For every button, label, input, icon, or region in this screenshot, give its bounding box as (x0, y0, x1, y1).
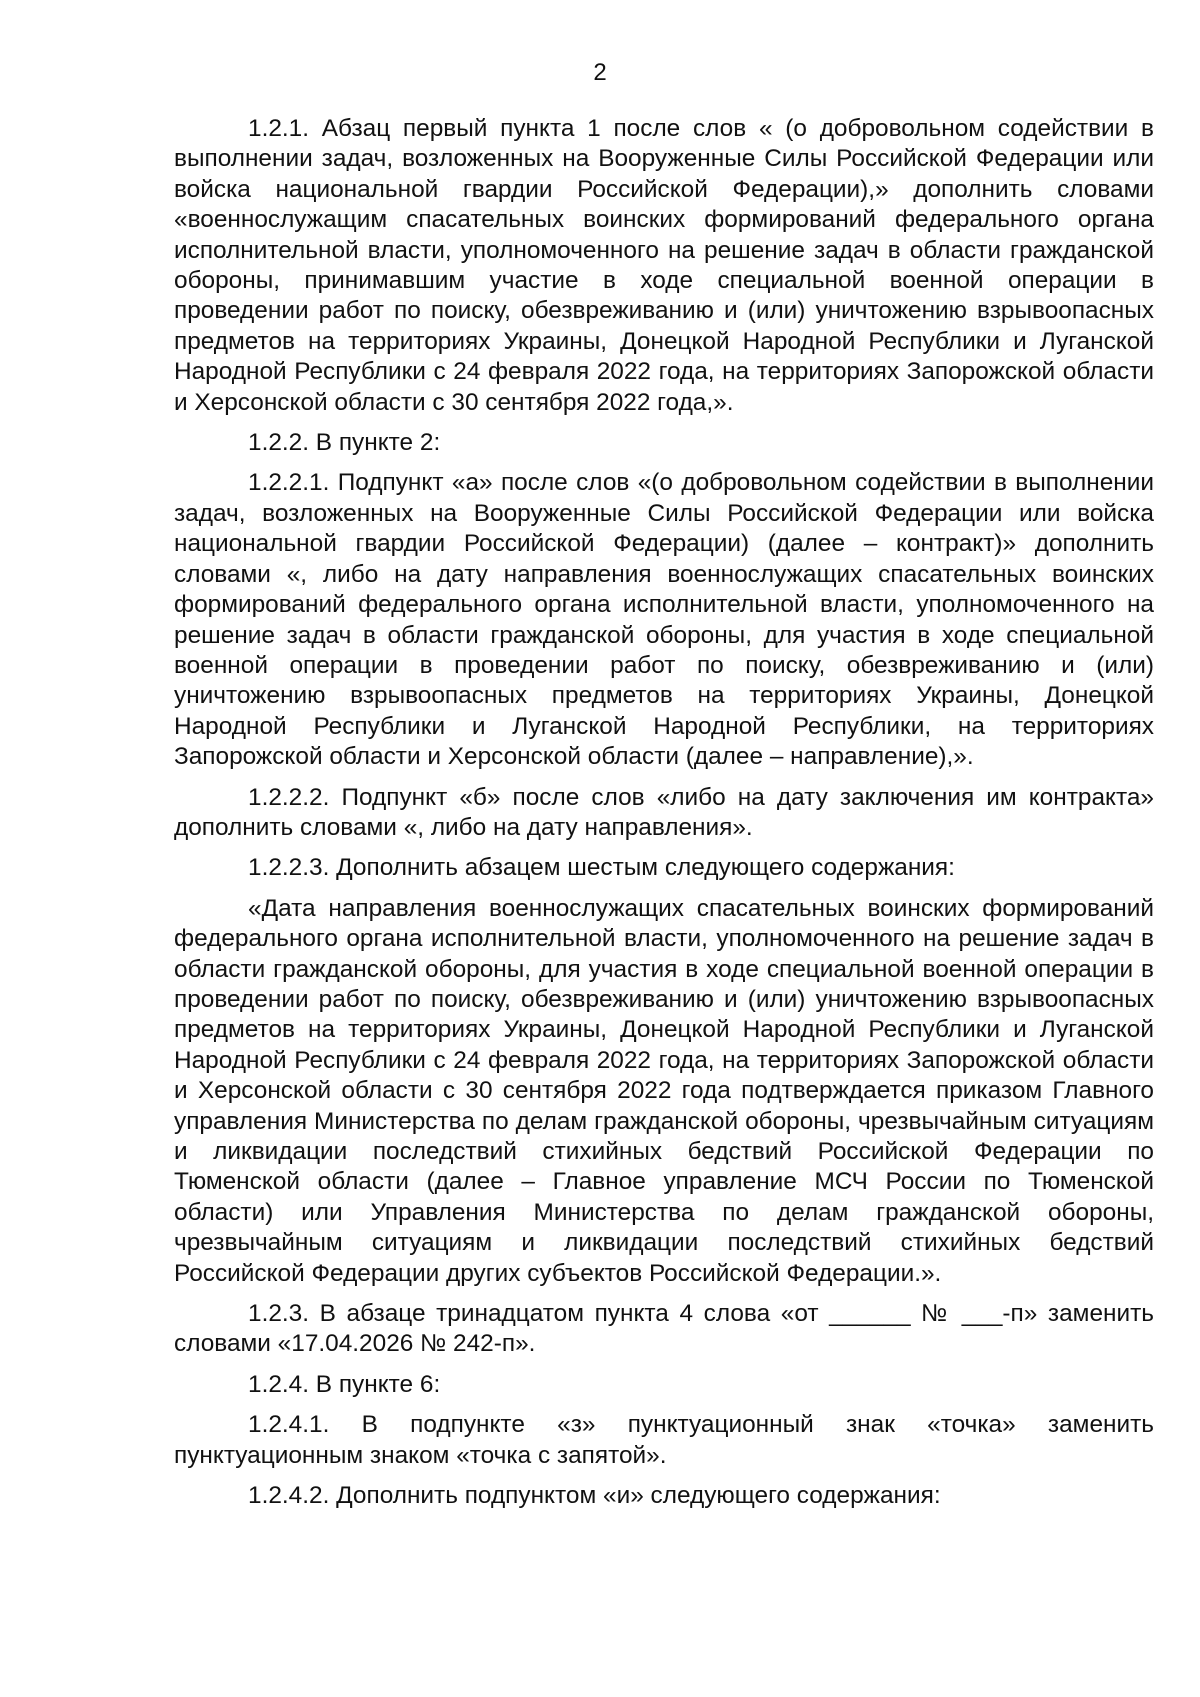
paragraph-1-2-4: 1.2.4. В пункте 6: (248, 1370, 441, 1398)
paragraph-1-2-2: 1.2.2. В пункте 2: (248, 429, 441, 457)
page-number: 2 (593, 59, 607, 86)
paragraph-1-2-2-3: 1.2.2.3. Дополнить абзацем шестым следующего содержания: (248, 854, 955, 882)
paragraph-1-2-2-1: 1.2.2.1. Подпункт «а» после слов «(о добровольном содействии в выполнении задач, возложенных на Вооруженные Силы Российской Федерации или войска национальной гвардии Российской Федерации) (далее – контракт)» дополнить словами «, либо на дату направления военнослужащих спасательных воинских формирований федерального органа исполнительной власти, уполномоченного на решение задач в области гражданской обороны, для участия в ходе специальной военной операции в проведении работ по поиску, обезвреживанию и (или) уничтожению взрывоопасных предметов на территориях Украины, Донецкой Народной Республики и Луганской Народной Республики, на территориях Запорожской области и Херсонской области (далее – направление),». (174, 469, 1154, 771)
paragraph-1-2-1: 1.2.1. Абзац первый пункта 1 после слов « (о добровольном содействии в выполнении задач, возложенных на Вооруженные Силы Российской Федерации или войска национальной гвардии Российской Федерации),» дополнить словами «военнослужащим спасательных воинских формирований федерального органа исполнительной власти, уполномоченного на решение задач в области гражданской обороны, принимавшим участие в ходе специальной военной операции в проведении работ по поиску, обезвреживанию и (или) уничтожению взрывоопасных предметов на территориях Украины, Донецкой Народной Республики и Луганской Народной Республики с 24 февраля 2022 года, на территориях Запорожской области и Херсонской области с 30 сентября 2022 года,». (174, 115, 1154, 416)
paragraph-1-2-4-1: 1.2.4.1. В подпункте «з» пунктуационный знак «точка» заменить пунктуационным знаком «точка с запятой». (174, 1411, 1154, 1469)
document-body (174, 114, 1154, 1521)
paragraph-1-2-4-2: 1.2.4.2. Дополнить подпунктом «и» следующего содержания: (248, 1482, 941, 1510)
paragraph-1-2-3: 1.2.3. В абзаце тринадцатом пункта 4 слова «от ______ № ___-п» заменить словами «17.04.2026 № 242-п». (174, 1300, 1154, 1358)
paragraph-quoted-text: «Дата направления военнослужащих спасательных воинских формирований федерального органа исполнительной власти, уполномоченного на решение задач в области гражданской обороны, для участия в ходе специальной военной операции в проведении работ по поиску, обезвреживанию и (или) уничтожению взрывоопасных предметов на территориях Украины, Донецкой Народной Республики и Луганской Народной Республики с 24 февраля 2022 года, на территориях Запорожской области и Херсонской области с 30 сентября 2022 года подтверждается приказом Главного управления Министерства по делам гражданской обороны, чрезвычайным ситуациям и ликвидации последствий стихийных бедствий Российской Федерации по Тюменской области (далее – Главное управление МСЧ России по Тюменской области) или Управления Министерства по делам гражданской обороны, чрезвычайным ситуациям и ликвидации последствий стихийных бедствий Российской Федерации других субъектов Российской Федерации.». (174, 894, 1154, 1287)
paragraph-1-2-2-2: 1.2.2.2. Подпункт «б» после слов «либо на дату заключения им контракта» дополнить словами «, либо на дату направления». (174, 783, 1154, 841)
